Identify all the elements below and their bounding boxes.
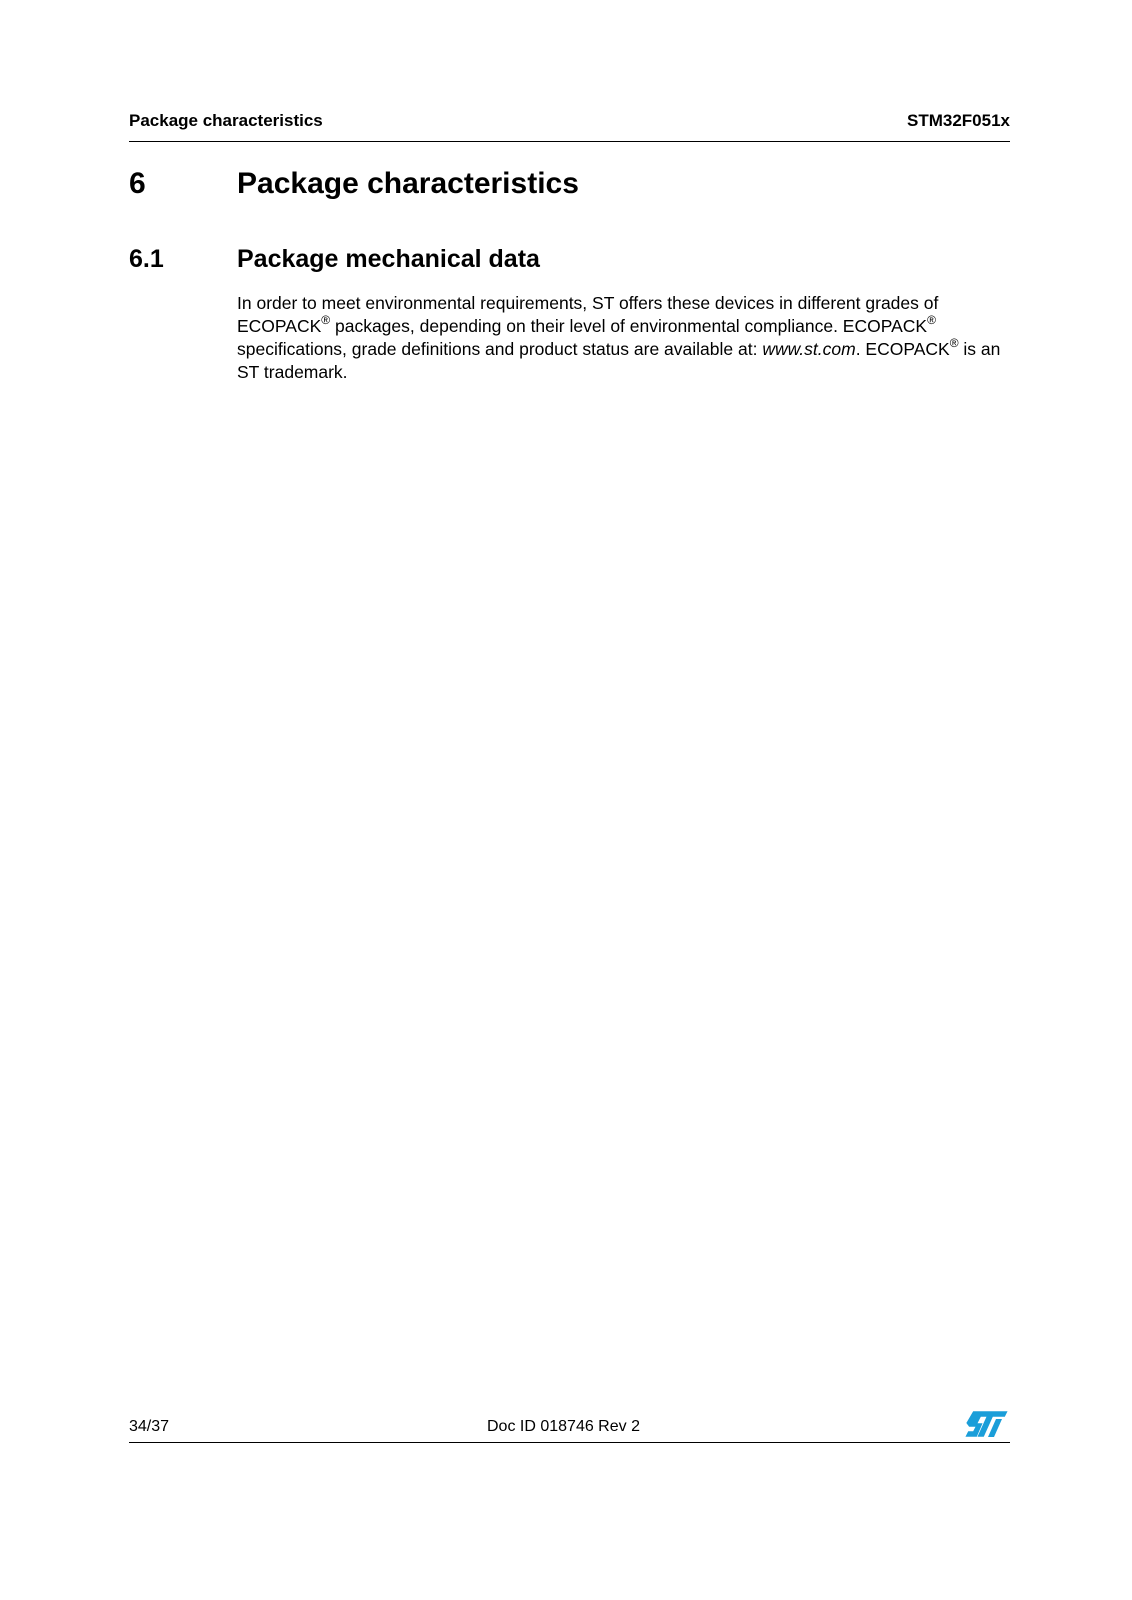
registered-mark: ® <box>927 313 936 328</box>
body-paragraph <box>237 292 1007 384</box>
website-link[interactable]: www.st.com <box>762 339 856 359</box>
section-title: Package characteristics <box>237 167 579 200</box>
body-text-part3: specifications, grade definitions and product status are available at: <box>237 339 763 359</box>
body-text-part5: is an ST trademark. <box>237 339 1001 382</box>
subsection-number: 6.1 <box>129 245 164 273</box>
body-text-part1: In order to meet environmental requirements, ST offers these devices in different grades of ECOPACK <box>237 293 939 336</box>
header-divider <box>129 141 1010 142</box>
body-text-part2: packages, depending on their level of environmental compliance. ECOPACK <box>330 316 928 336</box>
registered-mark: ® <box>949 336 959 351</box>
st-logo-icon <box>963 1409 1009 1439</box>
registered-mark: ® <box>321 313 331 328</box>
document-id: Doc ID 018746 Rev 2 <box>487 1418 640 1435</box>
subsection-title: Package mechanical data <box>237 245 540 273</box>
header-product-name: STM32F051x <box>907 111 1010 130</box>
footer-divider <box>129 1442 1010 1443</box>
body-text-part4: . ECOPACK <box>855 339 950 359</box>
header-section-title: Package characteristics <box>129 111 323 130</box>
page-number: 34/37 <box>129 1418 170 1435</box>
section-number: 6 <box>129 167 146 200</box>
